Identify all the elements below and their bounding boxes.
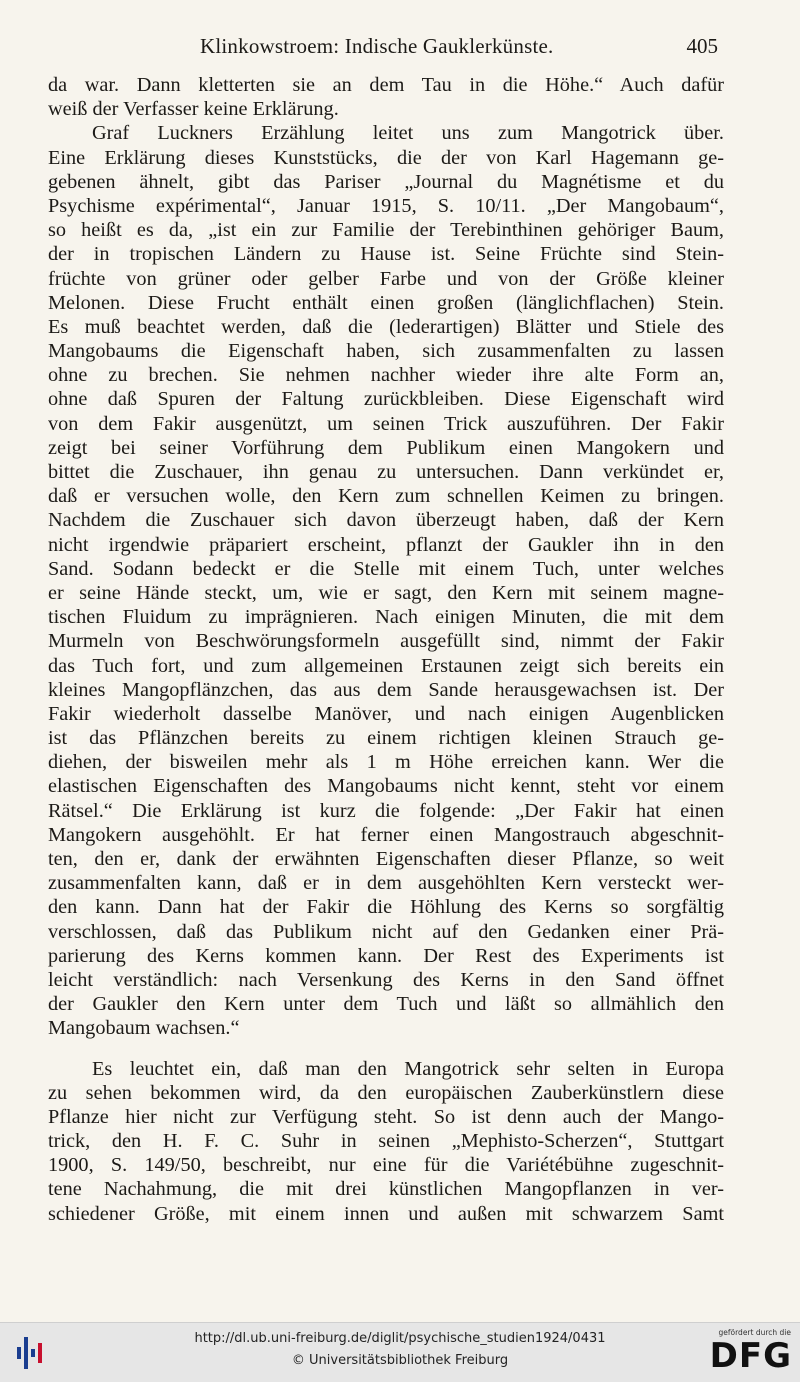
text-line: Graf Luckners Erzählung leitet uns zum Mangotrick über. (92, 122, 724, 145)
text-line: Mangobaums die Eigenschaft haben, sich zusammenfalten zu lassen (48, 340, 724, 363)
text-line: diehen, der bisweilen mehr als 1 m Höhe erreichen kann. Wer die (48, 751, 724, 774)
text-line: den kann. Dann hat der Fakir die Höhlung des Kerns so sorgfältig (48, 896, 724, 919)
text-line: Rätsel.“ Die Erklärung ist kurz die folgende: „Der Fakir hat einen (48, 799, 724, 822)
footer-bar (0, 1322, 800, 1382)
text-line: er seine Hände steckt, um, wie er sagt, den Kern mit seinem magne- (48, 581, 724, 604)
text-line: tischen Fluidum zu imprägnieren. Nach einigen Minuten, die mit dem (48, 606, 724, 629)
text-line: gebenen ähnelt, gibt das Pariser „Journal du Magnétisme et du (48, 170, 724, 193)
text-line: tene Nachahmung, die mit drei künstlichen Mangopflanzen in ver- (48, 1178, 724, 1201)
text-line: leicht verständlich: nach Versenkung des Kerns in den Sand öffnet (48, 968, 724, 991)
text-line: Melonen. Diese Frucht enthält einen großen (länglichflachen) Stein. (48, 291, 724, 314)
text-line: zeigt bei seiner Vorführung dem Publikum einen Mangokern und (48, 436, 724, 459)
text-line: weiß der Verfasser keine Erklärung. (48, 98, 339, 121)
text-line: nicht irgendwie präpariert erscheint, pflanzt der Gaukler ihn in den (48, 533, 724, 556)
text-line: kleines Mangopflänzchen, das aus dem Sande herausgewachsen ist. Der (48, 678, 724, 701)
text-line: ten, den er, dank der erwähnten Eigenschaften dieser Pflanze, so weit (48, 848, 724, 870)
text-line: verschlossen, daß das Publikum nicht auf den Gedanken einer Prä- (48, 920, 724, 943)
text-line: früchte von grüner oder gelber Farbe und von der Größe kleiner (48, 267, 724, 290)
text-line: Nachdem die Zuschauer sich davon überzeugt haben, daß der Kern (48, 509, 724, 532)
text-line: zu sehen bekommen wird, da den europäischen Zauberkünstlern diese (48, 1081, 724, 1104)
text-line: ist das Pflänzchen bereits zu einem richtigen kleinen Strauch ge- (48, 727, 724, 750)
text-line: ohne daß Spuren der Faltung zurückbleiben. Diese Eigenschaft wird (48, 388, 724, 411)
copyright-notice: © Universitätsbibliothek Freiburg (291, 1353, 509, 1368)
text-line: 1900, S. 149/50, beschreibt, nur eine für die Variétébühne zugeschnit- (48, 1154, 724, 1177)
dfg-logo: DFG (709, 1336, 792, 1376)
text-line: daß er versuchen wolle, den Kern zum schnellen Keimen zu bringen. (48, 485, 724, 508)
text-line: Es leuchtet ein, daß man den Mangotrick sehr selten in Europa (92, 1057, 724, 1080)
text-line: schiedener Größe, mit einem innen und außen mit schwarzem Samt (48, 1202, 724, 1225)
funding-caption: gefördert durch die (718, 1328, 791, 1337)
text-line: zusammenfalten kann, daß er in dem ausgehöhlten Kern versteckt wer- (48, 872, 724, 895)
text-line: so heißt es da, „ist ein zur Familie der Terebinthinen gehöriger Baum, (48, 219, 724, 242)
text-line: Mangobaum wachsen.“ (48, 1017, 240, 1040)
text-line: der Gaukler den Kern unter dem Tuch und läßt so allmählich den (48, 993, 724, 1016)
text-line: von dem Fakir ausgenützt, um seinen Trick auszuführen. Der Fakir (48, 412, 724, 435)
text-line: elastischen Eigenschaften des Mangobaums nicht kennt, steht vor einem (48, 775, 724, 798)
text-line: Murmeln von Beschwörungsformeln ausgefüllt sind, nimmt der Fakir (48, 630, 724, 653)
text-line: bittet die Zuschauer, ihn genau zu untersuchen. Dann verkündet er, (48, 461, 724, 483)
text-line: das Tuch fort, und zum allgemeinen Erstaunen zeigt sich bereits ein (48, 654, 724, 677)
text-line: parierung des Kerns kommen kann. Der Rest des Experiments ist (48, 944, 724, 967)
text-line: Pflanze hier nicht zur Verfügung steht. So ist denn auch der Mango- (48, 1105, 724, 1128)
text-line: Fakir wiederholt dasselbe Manöver, und nach einigen Augenblicken (48, 702, 724, 725)
page-header (0, 30, 800, 64)
page-number: 405 (686, 34, 718, 58)
text-line: trick, den H. F. C. Suhr in seinen „Mephisto-Scherzen“, Stuttgart (48, 1130, 724, 1153)
text-line: Es muß beachtet werden, daß die (lederartigen) Blätter und Stiele des (48, 315, 724, 338)
text-line: ohne zu brechen. Sie nehmen nachher wieder ihre alte Form an, (48, 364, 724, 387)
text-line: Sand. Sodann bedeckt er die Stelle mit einem Tuch, unter welches (48, 557, 724, 580)
text-line: da war. Dann kletterten sie an dem Tau in die Höhe.“ Auch dafür (48, 74, 724, 96)
running-head: Klinkowstroem: Indische Gauklerkünste. (200, 34, 554, 58)
text-line: der in tropischen Ländern zu Hause ist. Seine Früchte sind Stein- (48, 243, 724, 266)
text-line: Eine Erklärung dieses Kunststücks, die der von Karl Hagemann ge- (48, 146, 724, 169)
text-line: Mangokern ausgehöhlt. Er hat ferner einen Mangostrauch abgeschnit- (48, 823, 724, 846)
paragraph-gap (48, 1041, 724, 1057)
permalink-url[interactable]: http://dl.ub.uni-freiburg.de/diglit/psychische_studien1924/0431 (194, 1331, 606, 1346)
text-line: Psychisme expérimental“, Januar 1915, S. 10/11. „Der Mangobaum“, (48, 194, 724, 217)
body-text (48, 73, 724, 1226)
